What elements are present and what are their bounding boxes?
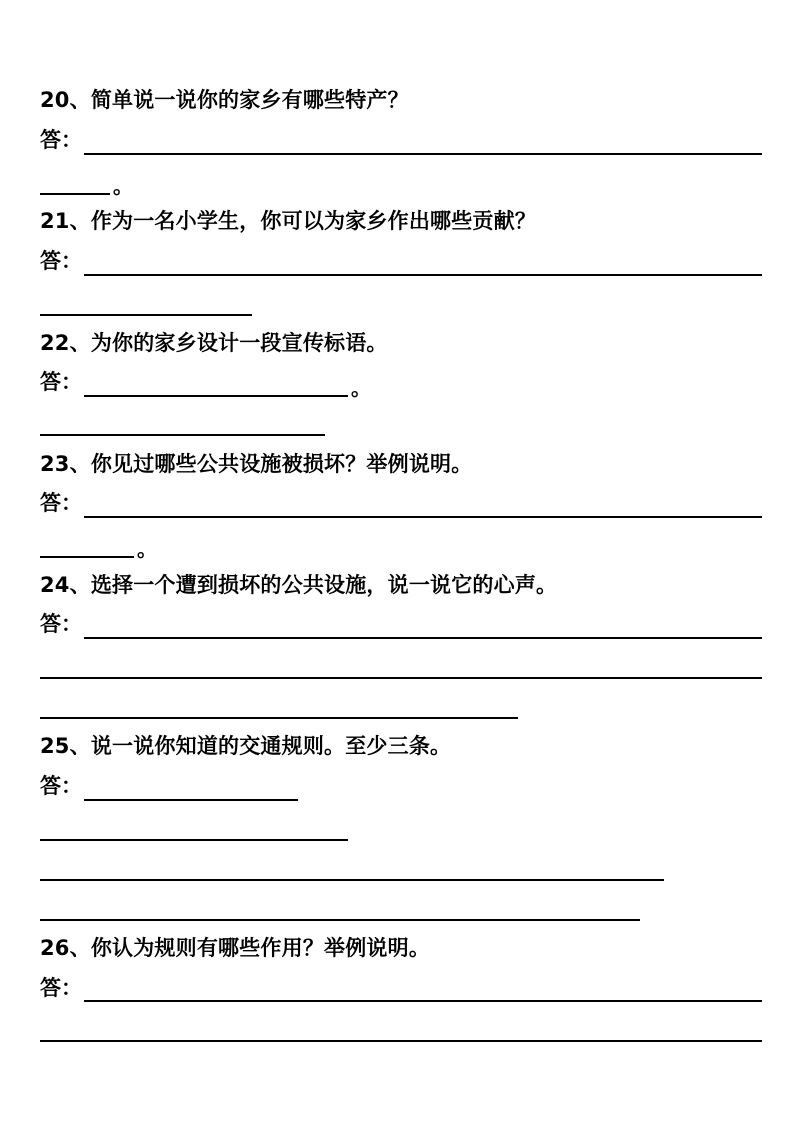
answer-line-25-3[interactable]	[40, 879, 664, 881]
answer-line-23-2[interactable]	[40, 556, 134, 558]
answer-label-22: 答：	[40, 370, 82, 394]
answer-label-26: 答：	[40, 976, 82, 1000]
answer-line-24-3[interactable]	[40, 717, 518, 719]
answer-label-20: 答：	[40, 128, 82, 152]
period-20: 。	[113, 174, 133, 198]
question-22: 22、为你的家乡设计一段宣传标语。	[40, 331, 388, 355]
answer-line-22-1[interactable]	[84, 395, 348, 397]
answer-line-26-1[interactable]	[84, 1000, 762, 1002]
answer-line-25-1[interactable]	[84, 799, 298, 801]
period-22: 。	[351, 376, 371, 400]
answer-line-25-4[interactable]	[40, 919, 640, 921]
answer-label-23: 答：	[40, 491, 82, 515]
question-20: 20、简单说一说你的家乡有哪些特产？	[40, 88, 409, 112]
answer-line-25-2[interactable]	[40, 839, 348, 841]
question-26: 26、你认为规则有哪些作用？举例说明。	[40, 936, 431, 960]
question-21: 21、作为一名小学生，你可以为家乡作出哪些贡献？	[40, 209, 537, 233]
answer-line-21-1[interactable]	[84, 274, 762, 276]
answer-line-21-2[interactable]	[40, 314, 252, 316]
answer-line-23-1[interactable]	[84, 516, 762, 518]
answer-line-24-1[interactable]	[84, 637, 762, 639]
answer-line-26-2[interactable]	[40, 1040, 762, 1042]
question-25: 25、说一说你知道的交通规则。至少三条。	[40, 734, 452, 758]
answer-label-25: 答：	[40, 774, 82, 798]
period-23: 。	[137, 537, 157, 561]
answer-label-21: 答：	[40, 249, 82, 273]
question-24: 24、选择一个遭到损坏的公共设施，说一说它的心声。	[40, 573, 558, 597]
answer-line-22-2[interactable]	[40, 434, 325, 436]
answer-line-20-2[interactable]	[40, 193, 110, 195]
answer-label-24: 答：	[40, 612, 82, 636]
answer-line-20-1[interactable]	[84, 153, 762, 155]
question-23: 23、你见过哪些公共设施被损坏？举例说明。	[40, 452, 473, 476]
answer-line-24-2[interactable]	[40, 677, 762, 679]
